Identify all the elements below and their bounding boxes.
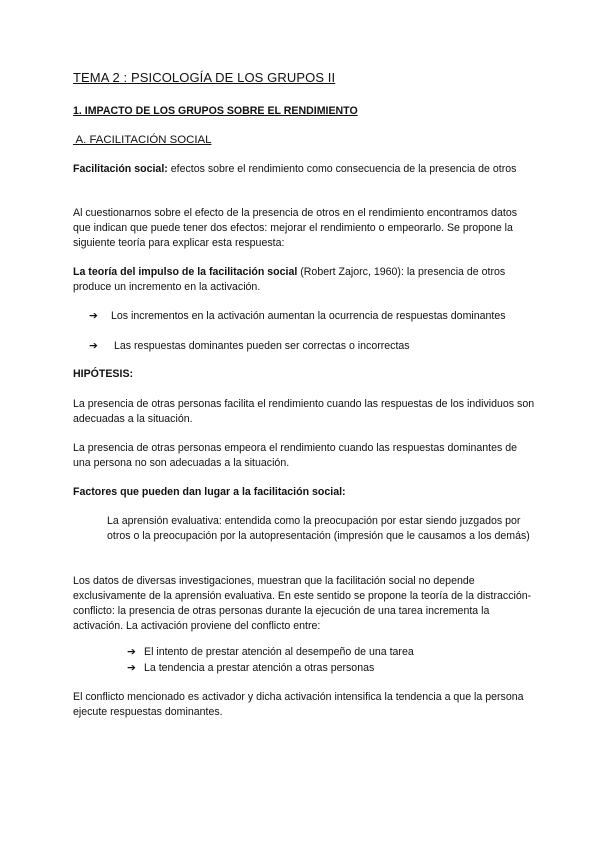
- data-paragraph: Los datos de diversas investigaciones, muestran que la facilitación social no depende exclusivamente de la aprensión evaluativa. En este sentido se propone la teoría de la distracción-conflicto: la presencia de otras personas durante la ejecución de una tarea incrementa la activación. La activación proviene del conflicto entre:: [73, 575, 532, 632]
- definition-text: efectos sobre el rendimiento como consecuencia de la presencia de otros: [167, 163, 517, 175]
- theory-text: (Robert Zajorc, 1960): la presencia de otros produce un incremento en la activación.: [73, 266, 506, 293]
- factor-paragraph: La aprensión evaluativa: entendida como la preocupación por estar siendo juzgados por otros o la preocupación por la autopresentación (impresión que le causamos a los demás): [107, 515, 530, 542]
- factors-heading: Factores que pueden dan lugar a la facilitación social:: [73, 486, 346, 498]
- theory-term: La teoría del impulso de la facilitación social: [73, 266, 298, 278]
- list-item: [89, 339, 539, 354]
- arrow-icon: ➔: [127, 646, 136, 658]
- intro-paragraph: Al cuestionarnos sobre el efecto de la presencia de otros en el rendimiento encontramos datos que indican que puede tener dos efectos: mejorar el rendimiento o empeorarlo. Se propone la siguiente teoría para explicar esta respuesta:: [73, 207, 518, 249]
- definition-paragraph: [73, 162, 535, 177]
- hypothesis-paragraph: La presencia de otras personas empeora el rendimiento cuando las respuestas dominantes de una persona no son adecuadas a la situación.: [73, 442, 518, 469]
- list-item-text: La tendencia a prestar atención a otras personas: [144, 662, 375, 674]
- subsection-heading: A. FACILITACIÓN SOCIAL: [73, 134, 212, 146]
- list-item: [127, 661, 537, 676]
- arrow-icon: ➔: [89, 310, 98, 322]
- theory-paragraph: [73, 265, 535, 295]
- list-item-text: Las respuestas dominantes pueden ser correctas o incorrectas: [114, 340, 410, 352]
- section-heading: 1. IMPACTO DE LOS GRUPOS SOBRE EL RENDIMIENTO: [73, 105, 358, 117]
- definition-term: Facilitación social:: [73, 163, 168, 175]
- page-title: TEMA 2 : PSICOLOGÍA DE LOS GRUPOS II: [73, 70, 336, 85]
- list-item-text: Los incrementos en la activación aumentan la ocurrencia de respuestas dominantes: [111, 310, 506, 322]
- list-item: [89, 309, 539, 324]
- list-item: [127, 645, 537, 660]
- hypothesis-paragraph: La presencia de otras personas facilita el rendimiento cuando las respuestas de los individuos son adecuadas a la situación.: [73, 398, 535, 425]
- list-item-text: El intento de prestar atención al desempeño de una tarea: [144, 646, 414, 658]
- conclusion-paragraph: El conflicto mencionado es activador y dicha activación intensifica la tendencia a que la persona ejecute respuestas dominantes.: [73, 691, 524, 718]
- arrow-icon: ➔: [127, 662, 136, 674]
- hypothesis-heading: HIPÓTESIS:: [73, 368, 134, 380]
- arrow-icon: ➔: [89, 340, 98, 352]
